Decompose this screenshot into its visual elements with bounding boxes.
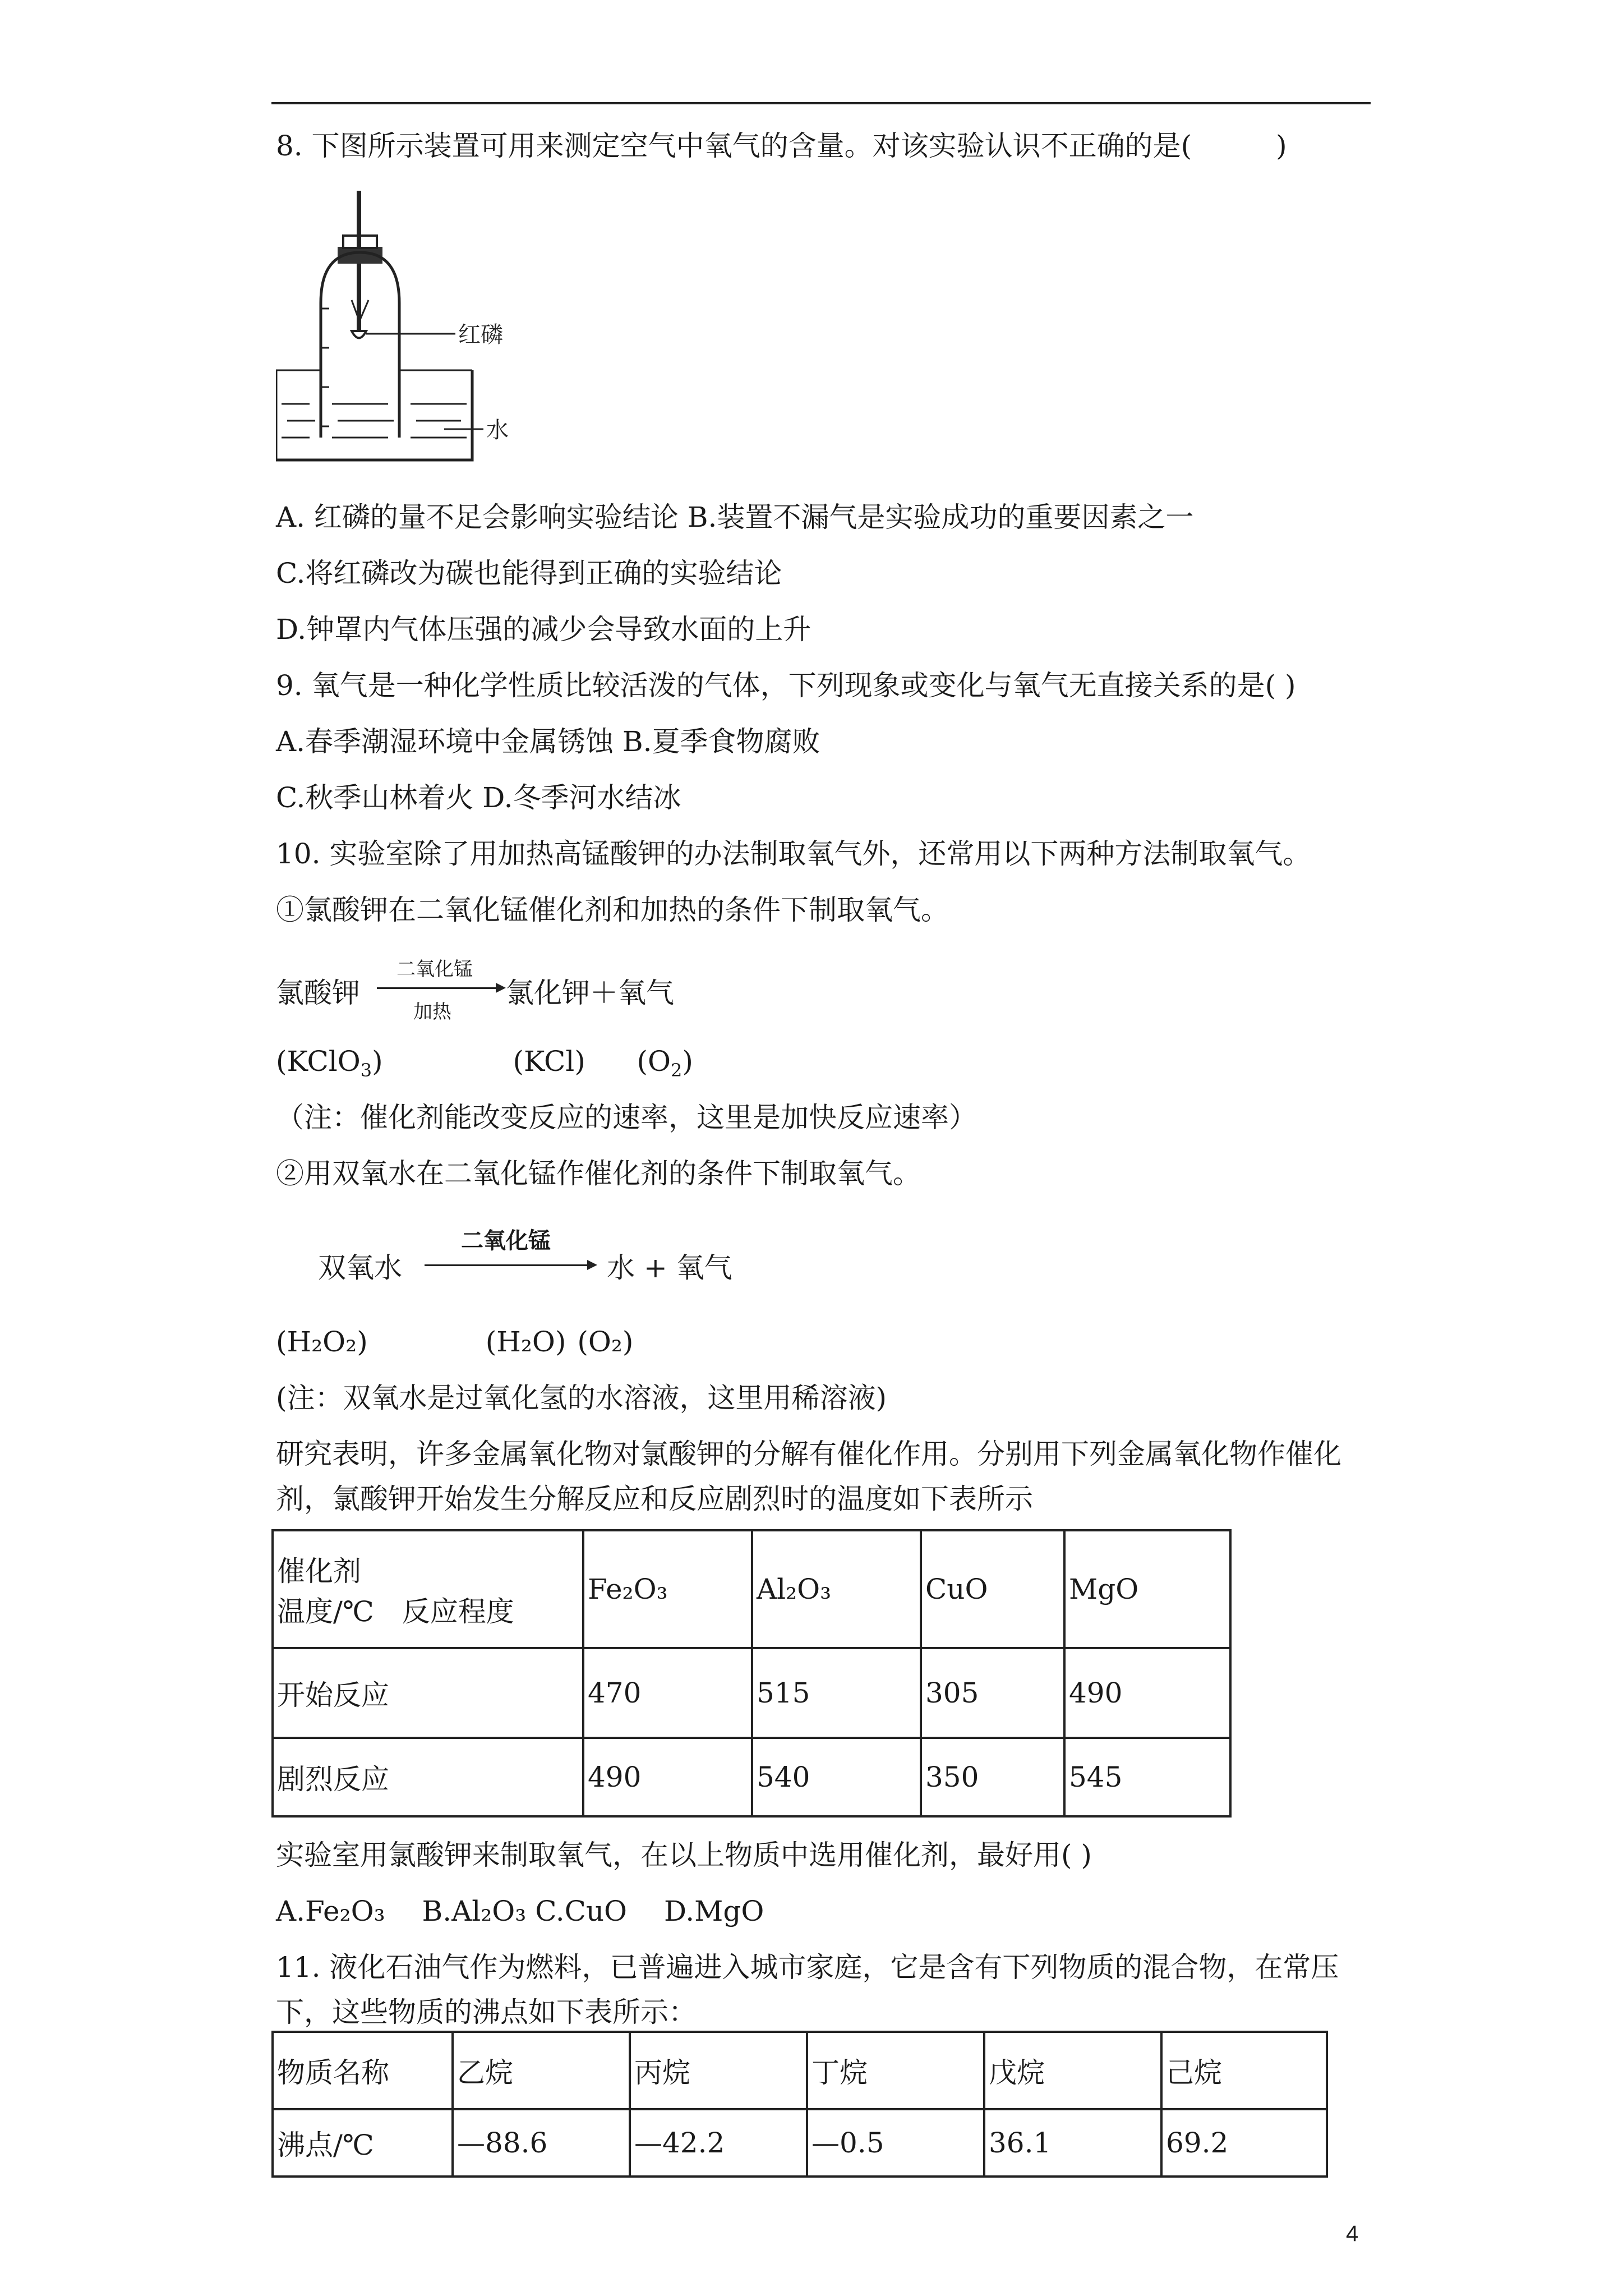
eq2-catalyst-label: 二氧化锰 [461, 1227, 551, 1254]
label-red-phosphorus: 红磷 [458, 322, 503, 348]
eq2-arrow-head [587, 1260, 597, 1270]
eq1-arrow-head [496, 983, 506, 993]
q10-options: A.Fe₂O₃ B.Al₂O₃ C.CuO D.MgO [276, 1895, 764, 1927]
q10-note-1: （注：催化剂能改变反应的速率，这里是加快反应速率） [276, 1101, 977, 1134]
col-header: CuO [921, 1530, 1064, 1648]
table-corner-header: 催化剂 温度/℃ 反应程度 [273, 1530, 583, 1648]
table-row: 剧烈反应 490 540 350 545 [273, 1738, 1230, 1816]
eq1-products: 氯化钾＋氧气 [506, 977, 674, 1009]
table-row: 物质名称 乙烷 丙烷 丁烷 戊烷 己烷 [273, 2032, 1327, 2109]
eq1-catalyst-label: 二氧化锰 [396, 958, 473, 981]
eq2-formulas: (H₂O₂) (H₂O) (O₂) [276, 1326, 634, 1358]
q8-option-c: C.将红磷改为碳也能得到正确的实验结论 [276, 557, 782, 590]
col-header: Al₂O₃ [752, 1530, 921, 1648]
q8-options-ab: A. 红磷的量不足会影响实验结论 B.装置不漏气是实验成功的重要因素之一 [276, 501, 1194, 533]
header-rule [271, 102, 1371, 104]
q11-stem-2: 下，这些物质的沸点如下表所示： [276, 1996, 697, 2028]
q10-stem: 10. 实验室除了用加热高锰酸钾的办法制取氧气外，还常用以下两种方法制取氧气。 [276, 838, 1311, 870]
label-water: 水 [486, 417, 509, 443]
equation-2 [276, 1223, 781, 1285]
eq2-reactant: 双氧水 [318, 1251, 402, 1284]
q9-stem: 9. 氧气是一种化学性质比较活泼的气体，下列现象或变化与氧气无直接关系的是( ) [276, 669, 1296, 702]
table-row: 沸点/℃ —88.6 —42.2 —0.5 36.1 69.2 [273, 2109, 1327, 2177]
page-number: 4 [1346, 2221, 1359, 2246]
eq1-condition-label: 加热 [413, 1001, 451, 1023]
q10-note-2: (注：双氧水是过氧化氢的水溶液，这里用稀溶液) [276, 1382, 887, 1414]
boiling-point-table [271, 2031, 1328, 2178]
table-row: 开始反应 470 515 305 490 [273, 1648, 1230, 1738]
q10-method-2: ②用双氧水在二氧化锰作催化剂的条件下制取氧气。 [276, 1157, 921, 1190]
equation-1 [276, 954, 781, 1027]
q8-option-d: D.钟罩内气体压强的减少会导致水面的上升 [276, 613, 811, 646]
apparatus-figure [276, 191, 556, 482]
q9-options-ab: A.春季潮湿环境中金属锈蚀 B.夏季食物腐败 [276, 725, 820, 758]
catalyst-table [271, 1529, 1232, 1818]
q10-research-1: 研究表明，许多金属氧化物对氯酸钾的分解有催化作用。分别用下列金属氧化物作催化 [276, 1438, 1341, 1470]
eq2-products: 水 + 氧气 [607, 1251, 732, 1284]
q11-stem-1: 11. 液化石油气作为燃料，已普遍进入城市家庭，它是含有下列物质的混合物，在常压 [276, 1951, 1339, 1984]
q10-research-2: 剂，氯酸钾开始发生分解反应和反应剧烈时的温度如下表所示 [276, 1483, 1033, 1515]
eq1-arrow [377, 987, 500, 989]
q10-ask: 实验室用氯酸钾来制取氧气，在以上物质中选用催化剂，最好用( ) [276, 1839, 1092, 1871]
q9-options-cd: C.秋季山林着火 D.冬季河水结冰 [276, 781, 681, 814]
col-header: Fe₂O₃ [583, 1530, 752, 1648]
q8-stem: 8. 下图所示装置可用来测定空气中氧气的含量。对该实验认识不正确的是( ) [276, 130, 1287, 162]
q10-method-1: ①氯酸钾在二氧化锰催化剂和加热的条件下制取氧气。 [276, 894, 949, 926]
eq1-reactant: 氯酸钾 [276, 977, 360, 1009]
eq1-formulas: (KClO$_3$) (KCl) $(O_2)$ [276, 1045, 693, 1081]
eq2-arrow [425, 1264, 590, 1266]
col-header: MgO [1064, 1530, 1230, 1648]
